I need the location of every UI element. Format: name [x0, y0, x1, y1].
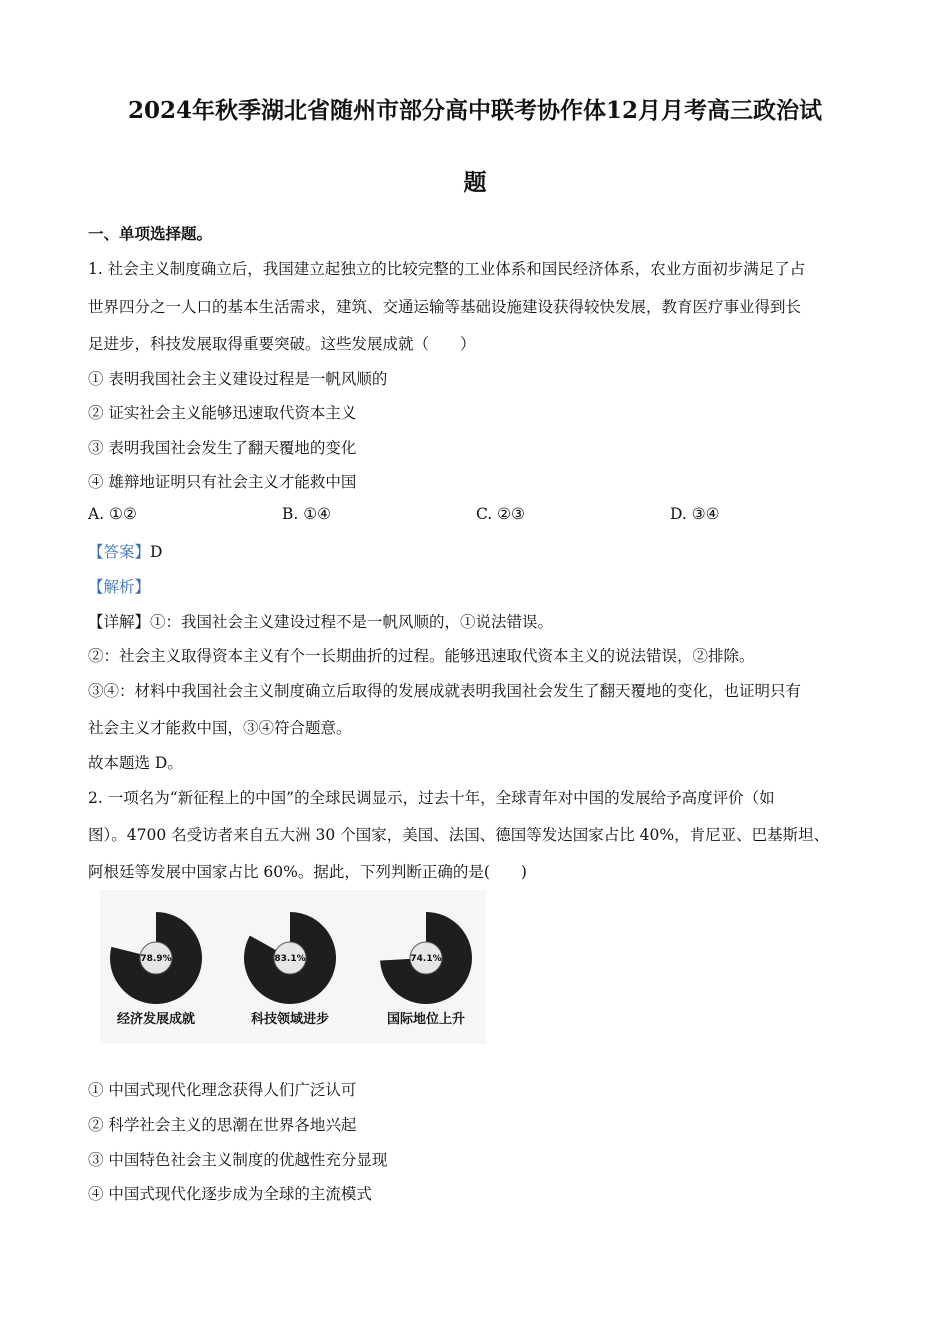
q1-detail-line: 【详解】①：我国社会主义建设过程不是一帆风顺的，①说法错误。: [88, 613, 554, 631]
document-title-line1: 2024年秋季湖北省随州市部分高中联考协作体12月月考高三政治试: [127, 97, 823, 124]
survey-donut-chart: [100, 890, 486, 1044]
donut-chart-1: [106, 908, 206, 1008]
q2-item: ④ 中国式现代化逐步成为全球的主流模式: [88, 1185, 372, 1203]
donut-data-label: 83.1%: [274, 954, 306, 964]
answer-value: D: [150, 543, 163, 561]
q1-answer: [88, 540, 162, 562]
q1-detail-line: ③④：材料中我国社会主义制度确立后取得的发展成就表明我国社会发生了翻天覆地的变化，也证明只有: [88, 682, 802, 700]
q1-stem-line: 1. 社会主义制度确立后，我国建立起独立的比较完整的工业体系和国民经济体系，农业方面初步满足了占: [88, 260, 806, 278]
q1-option-d: D. ③④: [670, 505, 720, 523]
q1-item: ② 证实社会主义能够迅速取代资本主义: [88, 404, 357, 422]
donut-chart-2: [240, 908, 340, 1008]
q2-stem-line: 阿根廷等发展中国家占比 60%。据此，下列判断正确的是( ): [88, 863, 527, 881]
document-title-line2: 题: [463, 169, 487, 196]
section-heading: 一、单项选择题。: [88, 224, 213, 243]
q1-option-a: A. ①②: [88, 505, 137, 523]
q1-item: ④ 雄辩地证明只有社会主义才能救中国: [88, 473, 357, 491]
q1-option-c: C. ②③: [476, 505, 525, 523]
analysis-tag: 【解析】: [88, 578, 151, 596]
q1-item: ③ 表明我国社会发生了翻天覆地的变化: [88, 439, 357, 457]
answer-tag: 【答案】: [88, 543, 151, 561]
donut-category-label: 国际地位上升: [386, 1012, 465, 1027]
q2-item: ① 中国式现代化理念获得人们广泛认可: [88, 1081, 357, 1099]
q2-stem-line: 2. 一项名为“新征程上的中国”的全球民调显示，过去十年，全球青年对中国的发展给予高度评价（如: [88, 789, 775, 807]
q2-item: ③ 中国特色社会主义制度的优越性充分显现: [88, 1151, 388, 1169]
q1-stem-line: 足进步，科技发展取得重要突破。这些发展成就（ ）: [88, 335, 476, 353]
q1-item: ① 表明我国社会主义建设过程是一帆风顺的: [88, 370, 388, 388]
q2-stem-line: 图）。4700 名受访者来自五大洲 30 个国家，美国、法国、德国等发达国家占比 40%，肯尼亚、巴基斯坦、: [88, 826, 830, 844]
q1-detail-line: 社会主义才能救中国，③④符合题意。: [88, 719, 352, 737]
q1-detail-line: ②：社会主义取得资本主义有个一长期曲折的过程。能够迅速取代资本主义的说法错误，②排除。: [88, 647, 755, 665]
donut-category-label: 经济发展成就: [116, 1012, 195, 1027]
donut-data-label: 74.1%: [410, 954, 442, 964]
q1-option-b: B. ①④: [282, 505, 332, 523]
donut-chart-3: [376, 908, 476, 1008]
q1-stem-line: 世界四分之一人口的基本生活需求，建筑、交通运输等基础设施建设获得较快发展，教育医疗事业得到长: [88, 298, 802, 316]
donut-category-label: 科技领域进步: [250, 1012, 329, 1027]
q1-detail-line: 故本题选 D。: [88, 754, 183, 772]
donut-data-label: 78.9%: [140, 954, 172, 964]
q2-item: ② 科学社会主义的思潮在世界各地兴起: [88, 1116, 357, 1134]
